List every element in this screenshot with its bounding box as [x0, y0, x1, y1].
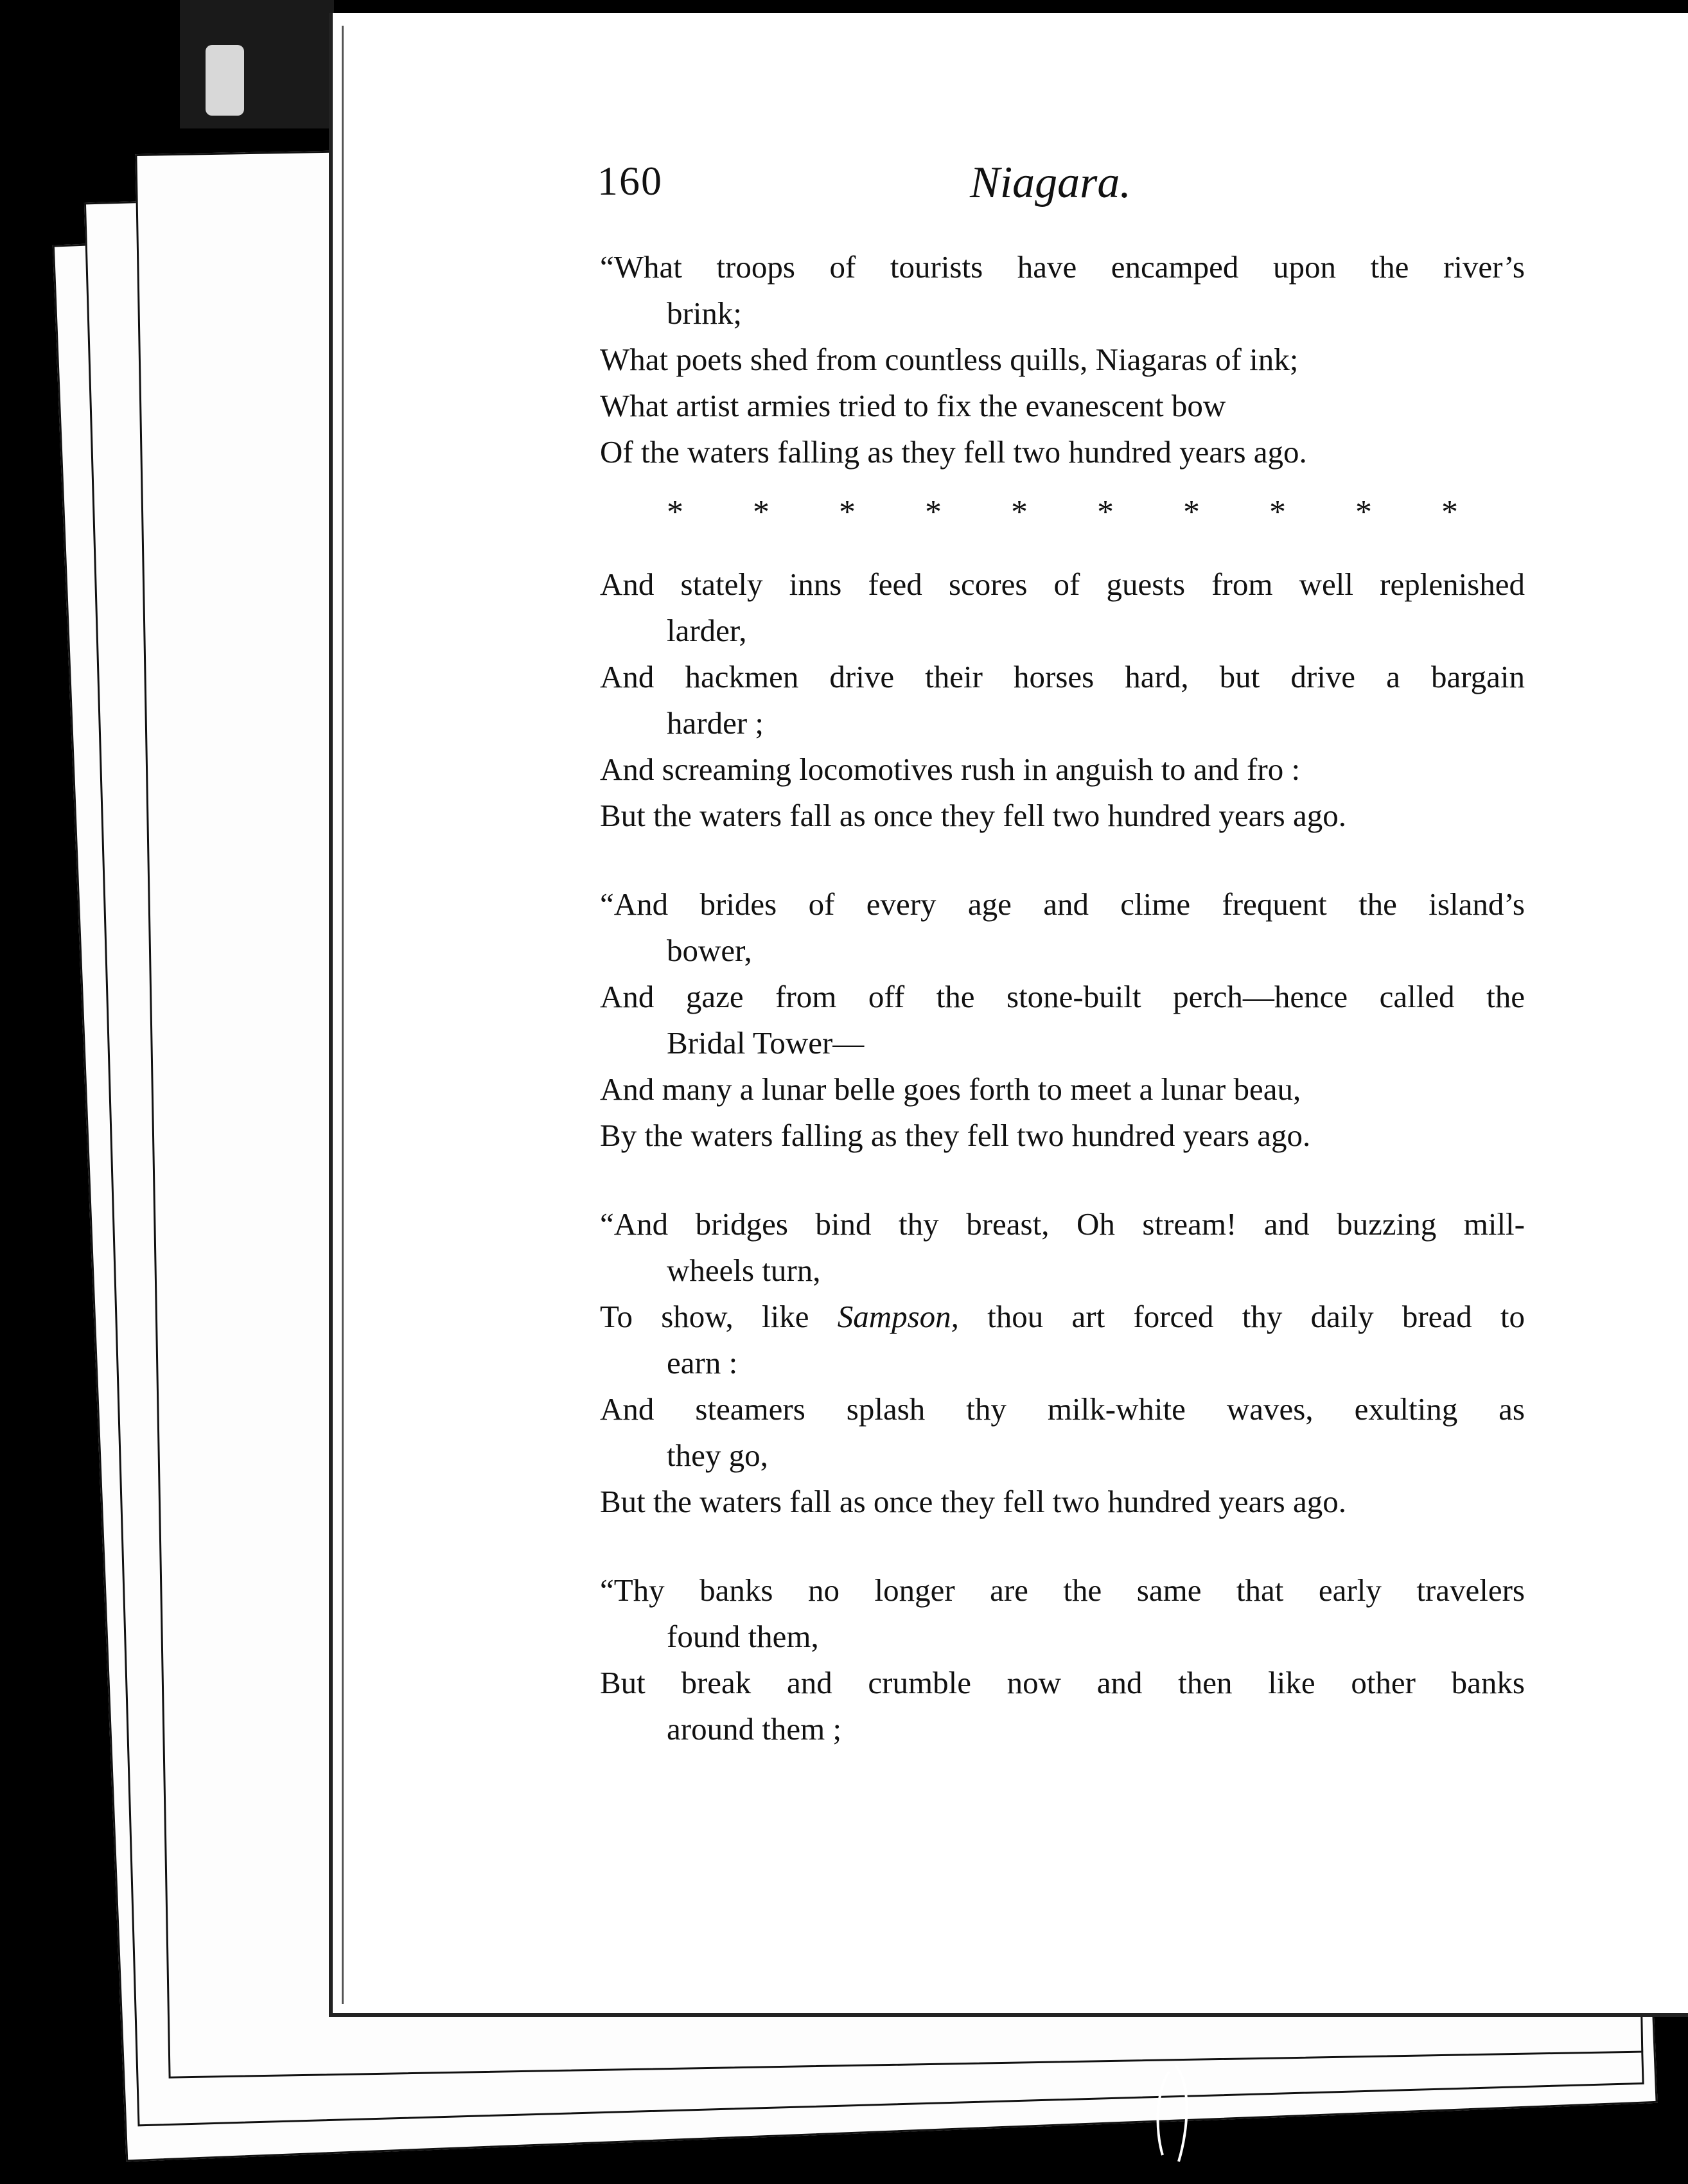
asterisk: *: [1355, 494, 1372, 531]
verse-line-continuation: Bridal Tower—: [667, 1025, 865, 1061]
asterisk: *: [839, 494, 856, 531]
page-edge-rule: [342, 26, 344, 2004]
stanza-gap: [600, 1159, 1525, 1201]
asterism-divider: [600, 489, 1525, 536]
verse-line: “And brides of every age and clime frequent the island’s: [600, 886, 1525, 922]
verse-line-with-italic: [600, 1294, 1525, 1340]
verse-line: Of the waters falling as they fell two hundred years ago.: [600, 434, 1307, 470]
book-spine: [180, 0, 334, 128]
asterisk: *: [667, 494, 683, 531]
verse-line: What artist armies tried to fix the evanescent bow: [600, 388, 1226, 423]
verse-line: What poets shed from countless quills, Niagaras of ink;: [600, 342, 1299, 377]
verse-line-continuation: they go,: [667, 1438, 768, 1473]
verse-line: But break and crumble now and then like other banks: [600, 1665, 1525, 1700]
stanza: [600, 561, 1525, 839]
stanza: [600, 1201, 1525, 1525]
stanza-gap: [600, 839, 1525, 881]
asterisk: *: [1269, 494, 1286, 531]
verse-line: And gaze from off the stone-built perch—hence called the: [600, 979, 1525, 1014]
poem-body: [600, 244, 1525, 1752]
verse-line: And stately inns feed scores of guests from well replenished: [600, 567, 1525, 602]
asterisk: *: [1183, 494, 1200, 531]
verse-line: But the waters fall as once they fell two hundred years ago.: [600, 1484, 1347, 1519]
verse-line: By the waters falling as they fell two hundred years ago.: [600, 1118, 1311, 1153]
verse-line-continuation: earn :: [667, 1345, 738, 1380]
running-title: Niagara.: [970, 158, 1131, 207]
verse-line: And many a lunar belle goes forth to meet a lunar beau,: [600, 1071, 1301, 1107]
spine-slot: [206, 45, 244, 116]
verse-line-continuation: larder,: [667, 613, 747, 648]
verse-line: “What troops of tourists have encamped upon the river’s: [600, 249, 1525, 285]
page-edge-marks: [1143, 2059, 1201, 2168]
verse-line-continuation: found them,: [667, 1619, 819, 1654]
verse-line-continuation: around them ;: [667, 1711, 842, 1747]
verse-line: And screaming locomotives rush in anguish to and fro :: [600, 752, 1301, 787]
verse-line-continuation: bower,: [667, 933, 752, 968]
page-number: 160: [597, 158, 663, 204]
verse-line-continuation: wheels turn,: [667, 1253, 821, 1288]
running-head: [597, 157, 1175, 215]
verse-line: And steamers splash thy milk-white waves, exulting as: [600, 1391, 1525, 1427]
stanza-gap: [600, 1525, 1525, 1567]
stanza: [600, 881, 1525, 1159]
verse-line: And hackmen drive their horses hard, but drive a bargain: [600, 659, 1525, 694]
verse-text: thou art forced thy daily bread to: [958, 1299, 1525, 1334]
italic-name: Sampson,: [837, 1299, 959, 1334]
asterisk: *: [1011, 494, 1028, 531]
stanza: [600, 1567, 1525, 1752]
verse-line: But the waters fall as once they fell two hundred years ago.: [600, 798, 1347, 833]
asterisk: *: [925, 494, 942, 531]
asterisk: *: [1441, 494, 1458, 531]
verse-line: “And bridges bind thy breast, Oh stream! and buzzing mill-: [600, 1206, 1525, 1242]
stanza: [600, 244, 1525, 475]
asterisk: *: [1097, 494, 1114, 531]
verse-line-continuation: brink;: [667, 295, 743, 331]
verse-text: To show, like: [600, 1299, 838, 1334]
verse-line-continuation: harder ;: [667, 705, 764, 741]
verse-line: “Thy banks no longer are the same that early travelers: [600, 1572, 1525, 1608]
asterisk: *: [753, 494, 769, 531]
